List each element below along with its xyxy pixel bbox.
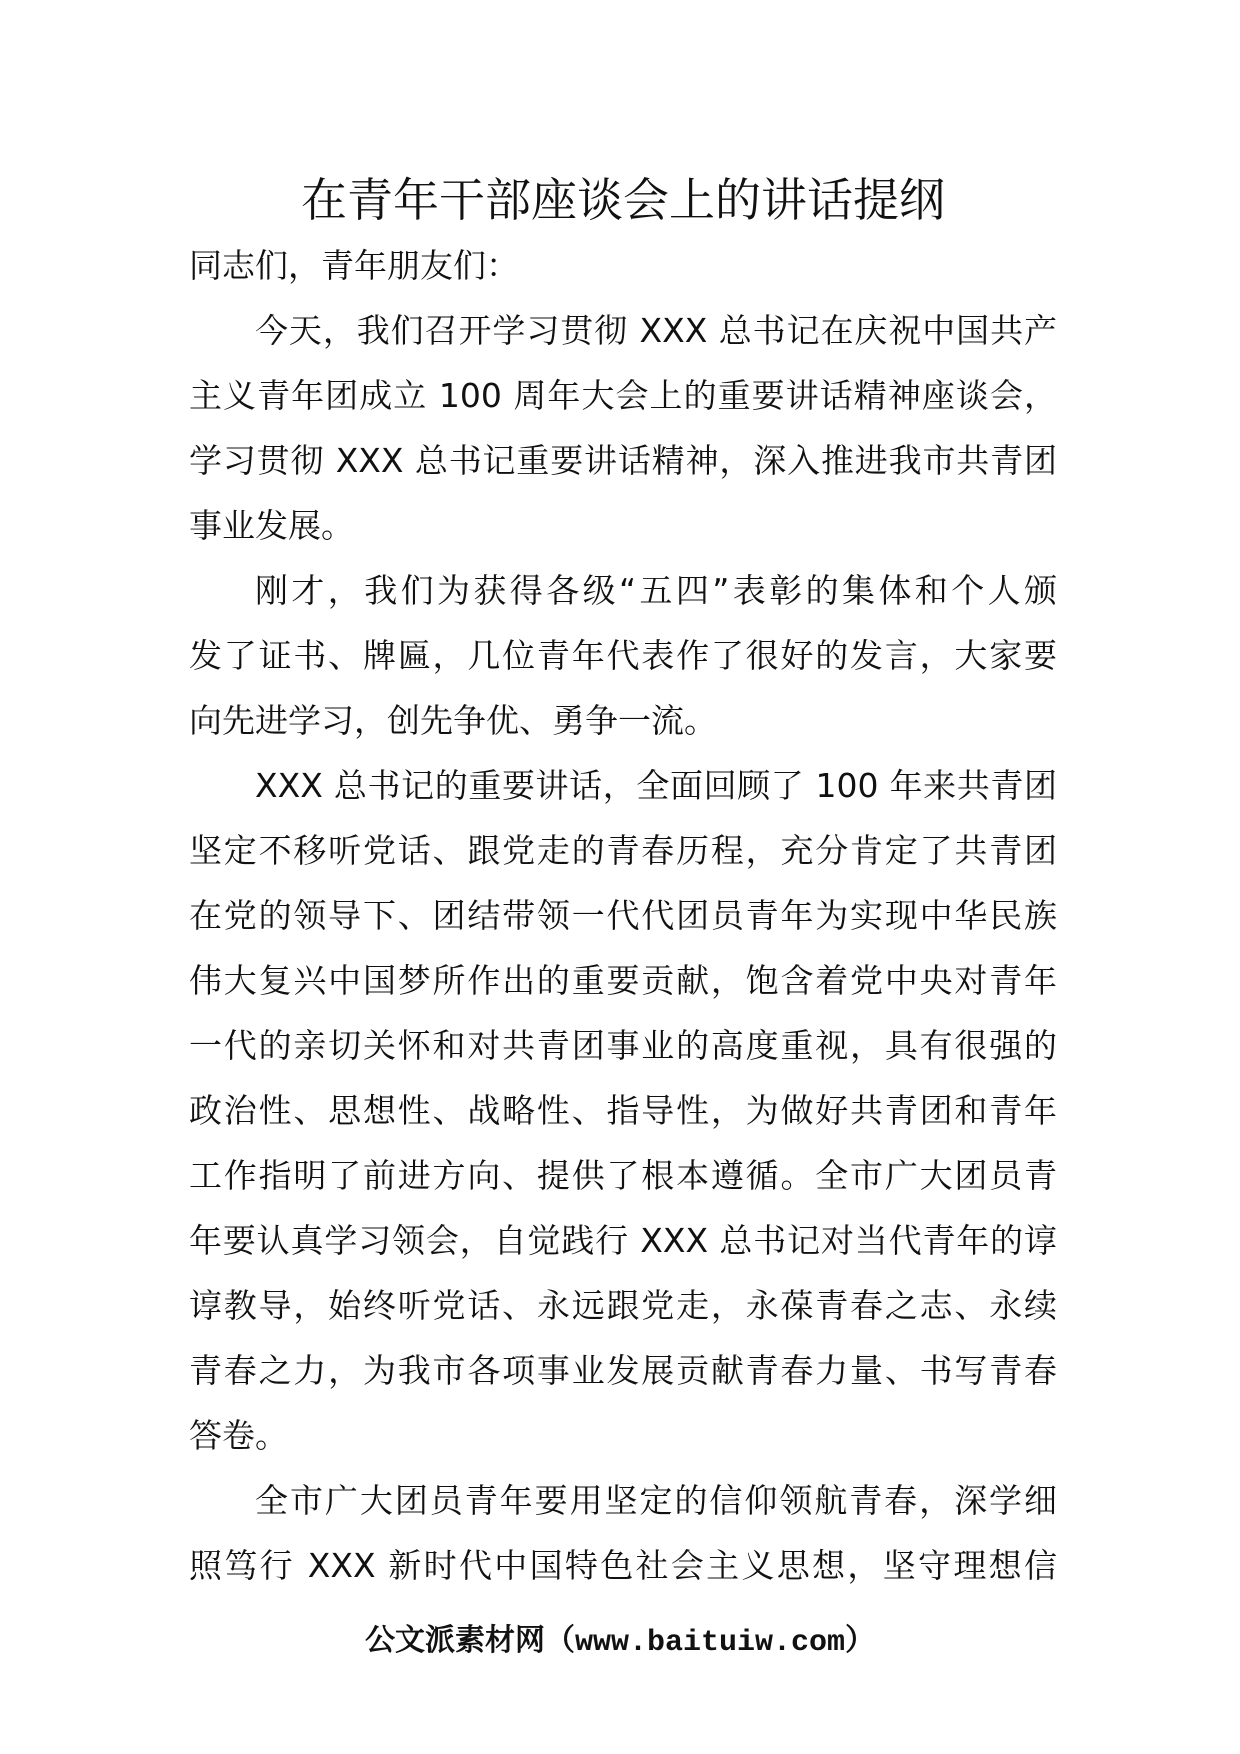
paragraph-line: 刚才，我们为获得各级“五四”表彰的集体和个人颁 xyxy=(255,571,1057,610)
paragraph-line: 答卷。 xyxy=(189,1416,288,1455)
footer-watermark: 公文派素材网（www.baituiw.com） xyxy=(364,1626,876,1660)
paragraph-line: 青春之力，为我市各项事业发展贡献青春力量、书写青春 xyxy=(189,1351,1057,1390)
paragraph-line: 一代的亲切关怀和对共青团事业的高度重视，具有很强的 xyxy=(189,1026,1057,1065)
paragraph-line: 主义青年团成立 100 周年大会上的重要讲话精神座谈会， xyxy=(189,376,1057,415)
paragraph-line: 学习贯彻 XXX 总书记重要讲话精神，深入推进我市共青团 xyxy=(189,441,1057,480)
paragraph-line: 事业发展。 xyxy=(189,506,354,545)
paragraph-line: 坚定不移听党话、跟党走的青春历程，充分肯定了共青团 xyxy=(189,831,1057,870)
paragraph-line: 谆教导，始终听党话、永远跟党走，永葆青春之志、永续 xyxy=(189,1286,1057,1325)
salutation: 同志们，青年朋友们： xyxy=(189,246,519,285)
document-title: 在青年干部座谈会上的讲话提纲 xyxy=(301,173,945,227)
paragraph-line: 全市广大团员青年要用坚定的信仰领航青春，深学细 xyxy=(255,1481,1057,1520)
paragraph-line: 在党的领导下、团结带领一代代团员青年为实现中华民族 xyxy=(189,896,1057,935)
paragraph-line: 照笃行 XXX 新时代中国特色社会主义思想，坚守理想信 xyxy=(189,1546,1057,1585)
paragraph-line: 工作指明了前进方向、提供了根本遵循。全市广大团员青 xyxy=(189,1156,1057,1195)
document-body xyxy=(189,168,1057,1598)
paragraph-line: 向先进学习，创先争优、勇争一流。 xyxy=(189,701,717,740)
paragraph xyxy=(189,298,1057,558)
paragraph xyxy=(189,753,1057,1468)
paragraph xyxy=(189,1468,1057,1598)
paragraph-line: 发了证书、牌匾，几位青年代表作了很好的发言，大家要 xyxy=(189,636,1057,675)
paragraph-line: 伟大复兴中国梦所作出的重要贡献，饱含着党中央对青年 xyxy=(189,961,1057,1000)
paragraph-line: 今天，我们召开学习贯彻 XXX 总书记在庆祝中国共产 xyxy=(255,311,1057,350)
paragraph-line: 年要认真学习领会，自觉践行 XXX 总书记对当代青年的谆 xyxy=(189,1221,1057,1260)
paragraph xyxy=(189,558,1057,753)
paragraph-line: XXX 总书记的重要讲话，全面回顾了 100 年来共青团 xyxy=(255,766,1057,805)
paragraph-line: 政治性、思想性、战略性、指导性，为做好共青团和青年 xyxy=(189,1091,1057,1130)
